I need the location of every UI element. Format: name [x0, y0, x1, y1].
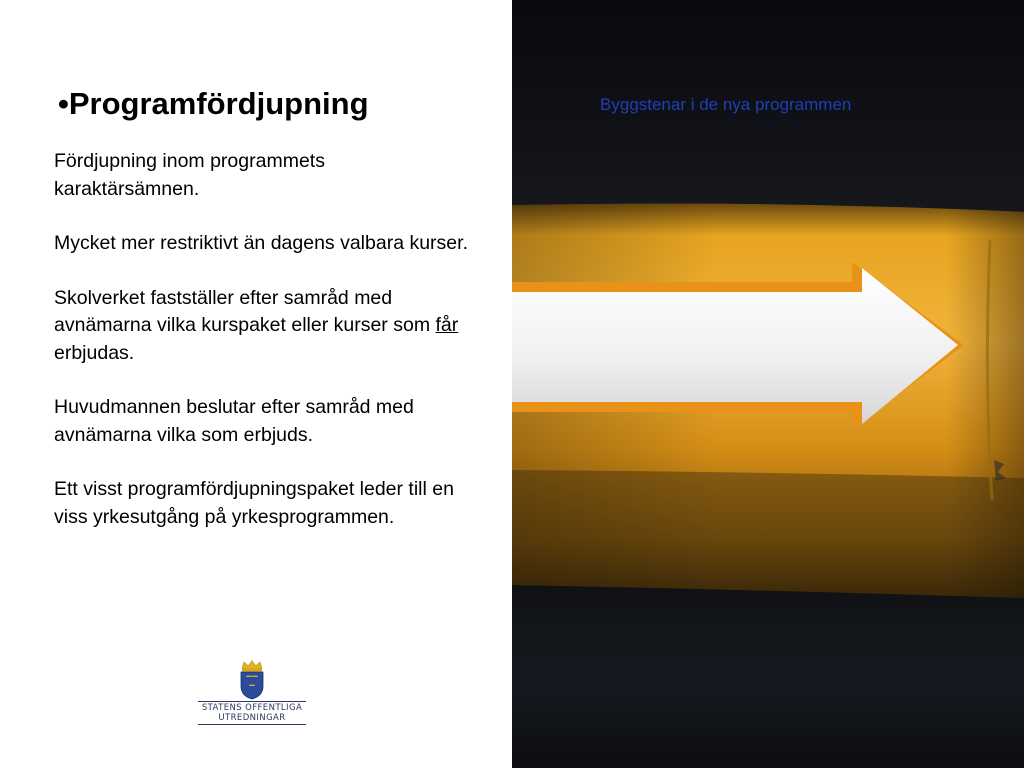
paragraph-3-part-1: Skolverket fastställer efter samråd med avnämarna vilka kurspaket eller kurser som — [54, 286, 436, 336]
underlined-word: får — [435, 314, 459, 336]
logo-rule-top — [198, 701, 306, 702]
slide-title: •Programfördjupning — [58, 86, 369, 121]
pipe-arrow-photo — [512, 0, 1024, 768]
body-text — [54, 148, 474, 558]
logo-line-1: STATENS OFFENTLIGA — [201, 703, 303, 713]
crown-shield-icon — [237, 660, 267, 700]
pipe-arrow-icon — [512, 0, 1024, 768]
paragraph-2: Mycket mer restriktivt än dagens valbara kurser. — [54, 232, 468, 254]
paragraph-5: Ett visst programfördjupningspaket leder till en viss yrkesutgång på yrkesprogrammen. — [54, 478, 454, 528]
sou-logo — [194, 660, 310, 730]
paragraph-3-part-2: erbjudas. — [54, 341, 135, 364]
logo-rule-bottom — [198, 724, 306, 725]
logo-line-2: UTREDNINGAR — [218, 713, 286, 723]
paragraph-3 — [54, 285, 474, 368]
photo-caption: Byggstenar i de nya programmen — [600, 95, 852, 114]
paragraph-4: Huvudmannen beslutar efter samråd med avnämarna vilka som erbjuds. — [54, 396, 414, 446]
paragraph-1: Fördjupning inom programmets karaktärsämnen. — [54, 150, 325, 200]
